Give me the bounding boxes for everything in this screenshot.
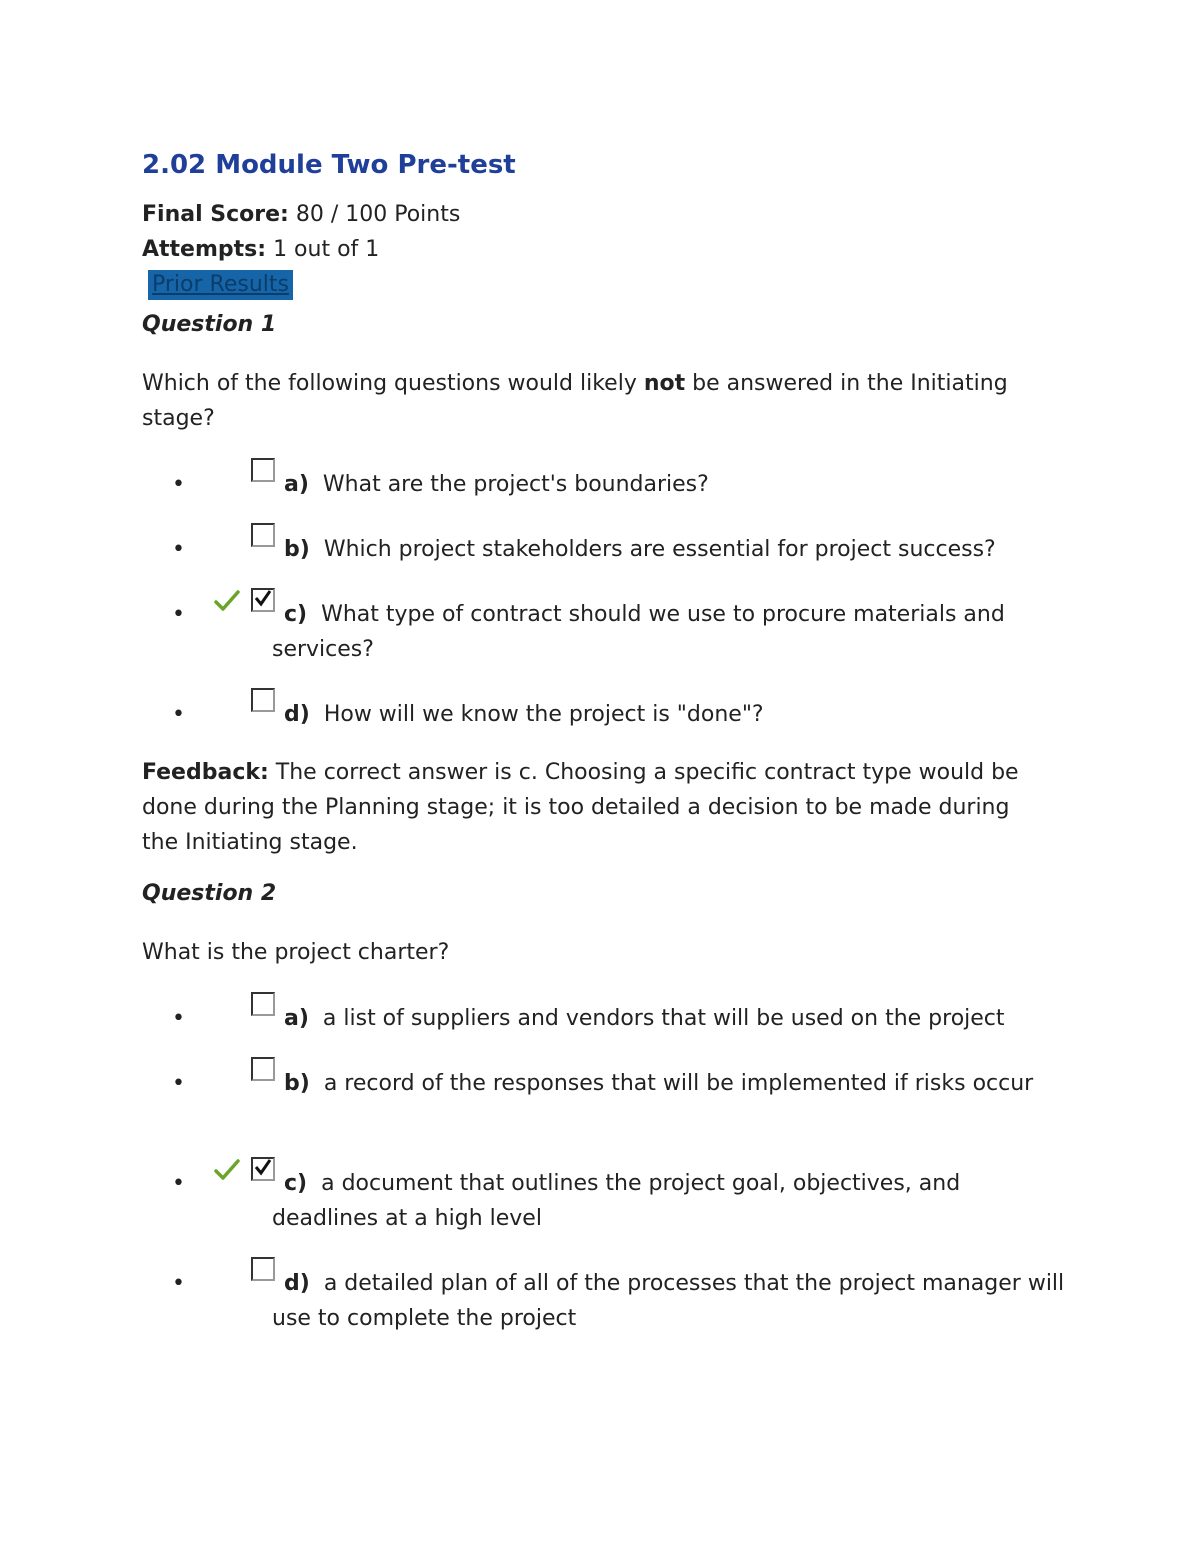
question-1-option-b[interactable] bbox=[142, 532, 1072, 602]
question-2-option-b[interactable] bbox=[142, 1066, 1072, 1136]
final-score-label: Final Score: bbox=[142, 202, 289, 227]
bullet: • bbox=[172, 472, 185, 497]
question-2-heading: Question 2 bbox=[142, 881, 277, 906]
question-2-option-c[interactable] bbox=[142, 1166, 1072, 1236]
question-1-feedback bbox=[142, 755, 1052, 860]
attempts-label: Attempts: bbox=[142, 237, 267, 262]
question-1-heading: Question 1 bbox=[142, 312, 277, 337]
bullet: • bbox=[172, 702, 185, 727]
page-title: 2.02 Module Two Pre-test bbox=[142, 150, 516, 180]
bullet: • bbox=[172, 1006, 185, 1031]
feedback-label: Feedback: bbox=[142, 760, 269, 785]
checkmark-icon bbox=[254, 1159, 272, 1177]
check-icon bbox=[214, 1158, 240, 1184]
attempts-value: 1 out of 1 bbox=[273, 237, 380, 262]
option-text: What are the project's boundaries? bbox=[322, 472, 709, 497]
check-icon bbox=[214, 589, 240, 615]
option-letter: d) bbox=[284, 1271, 310, 1296]
option-letter: c) bbox=[284, 1171, 308, 1196]
question-1-option-c[interactable] bbox=[142, 597, 1072, 667]
option-letter: b) bbox=[284, 537, 310, 562]
feedback-text: The correct answer is c. Choosing a specific contract type would be done during the Planning stage; it is too detailed a decision to be made during the Initiating stage. bbox=[142, 760, 1019, 855]
option-label bbox=[272, 1266, 1072, 1336]
question-1-text-part: be answered in the Initiating stage? bbox=[142, 371, 1008, 431]
option-label bbox=[272, 532, 1072, 567]
checkmark-icon bbox=[254, 590, 272, 608]
option-text: a record of the responses that will be implemented if risks occur bbox=[323, 1071, 1034, 1096]
option-label bbox=[272, 697, 1072, 732]
option-letter: a) bbox=[284, 1006, 309, 1031]
option-letter: c) bbox=[284, 602, 308, 627]
option-text: a document that outlines the project goal, objectives, and deadlines at a high level bbox=[272, 1171, 961, 1231]
option-letter: a) bbox=[284, 472, 309, 497]
option-label bbox=[272, 467, 1072, 502]
question-2-option-d[interactable] bbox=[142, 1266, 1072, 1336]
option-label bbox=[272, 1166, 1072, 1236]
option-text: a detailed plan of all of the processes that the project manager will use to complete the project bbox=[272, 1271, 1065, 1331]
option-text: How will we know the project is "done"? bbox=[323, 702, 764, 727]
question-2-text: What is the project charter? bbox=[142, 940, 450, 965]
question-1-text-part: Which of the following questions would likely bbox=[142, 371, 644, 396]
option-label bbox=[272, 1066, 1072, 1101]
final-score-line bbox=[142, 202, 460, 227]
bullet: • bbox=[172, 1171, 185, 1196]
option-label bbox=[272, 1001, 1072, 1036]
option-text: a list of suppliers and vendors that will be used on the project bbox=[322, 1006, 1005, 1031]
question-1-text-emphasis: not bbox=[643, 371, 686, 396]
option-text: What type of contract should we use to procure materials and services? bbox=[272, 602, 1005, 662]
bullet: • bbox=[172, 1271, 185, 1296]
option-label bbox=[272, 597, 1072, 667]
option-letter: d) bbox=[284, 702, 310, 727]
prior-results-link[interactable]: Prior Results bbox=[148, 270, 293, 300]
final-score-value: 80 / 100 Points bbox=[295, 202, 461, 227]
attempts-line bbox=[142, 237, 379, 262]
option-letter: b) bbox=[284, 1071, 310, 1096]
bullet: • bbox=[172, 537, 185, 562]
bullet: • bbox=[172, 602, 185, 627]
question-2-option-a[interactable] bbox=[142, 1001, 1072, 1071]
question-1-text bbox=[142, 366, 1042, 436]
option-text: Which project stakeholders are essential for project success? bbox=[323, 537, 996, 562]
bullet: • bbox=[172, 1071, 185, 1096]
question-1-option-a[interactable] bbox=[142, 467, 1072, 537]
